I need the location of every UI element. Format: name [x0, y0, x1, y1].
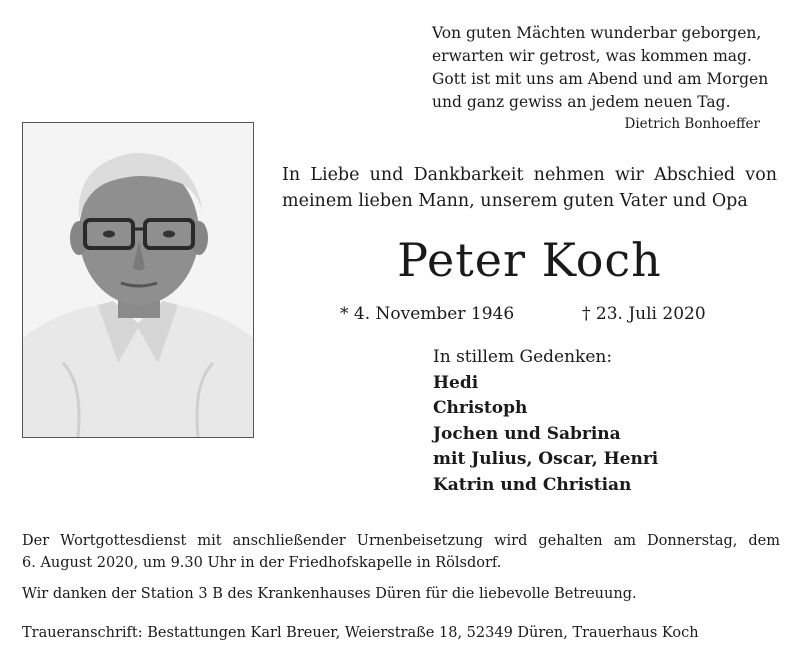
intro-line: In Liebe und Dankbarkeit nehmen wir Abschied von	[282, 165, 777, 185]
intro-text	[282, 162, 777, 214]
intro-line: meinem lieben Mann, unserem guten Vater und Opa	[282, 191, 748, 211]
mourner-name: mit Julius, Oscar, Henri	[433, 449, 659, 469]
mourner-name: Christoph	[433, 398, 528, 418]
mourners-list	[433, 345, 658, 498]
mourner-name: Katrin und Christian	[433, 474, 632, 495]
deceased-name: Peter Koch	[397, 233, 662, 287]
poem	[432, 22, 772, 114]
mourning-address: Traueranschrift: Bestattungen Karl Breuer, Weierstraße 18, 52349 Düren, Trauerhaus Koch	[22, 625, 699, 641]
portrait-illustration	[23, 123, 253, 437]
poem-line: Gott ist mit uns am Abend und am Morgen	[432, 70, 769, 88]
poem-line: Von guten Mächten wunderbar geborgen,	[432, 24, 762, 42]
poem-line: erwarten wir getrost, was kommen mag.	[432, 47, 752, 65]
service-info	[22, 530, 780, 574]
mourners-heading: In stillem Gedenken:	[433, 347, 613, 367]
death-date: † 23. Juli 2020	[582, 304, 706, 324]
mourner-name: Jochen und Sabrina	[433, 423, 621, 444]
poem-line: und ganz gewiss an jedem neuen Tag.	[432, 93, 731, 111]
service-line: 6. August 2020, um 9.30 Uhr in der Friedhofskapelle in Rölsdorf.	[22, 555, 502, 571]
service-line: Der Wortgottesdienst mit anschließender Urnenbeisetzung wird gehalten am Donnerstag, dem	[22, 533, 780, 549]
poem-author: Dietrich Bonhoeffer	[624, 116, 760, 132]
thanks-note: Wir danken der Station 3 B des Krankenhauses Düren für die liebevolle Betreuung.	[22, 586, 637, 602]
birth-date: * 4. November 1946	[340, 304, 515, 324]
mourner-name: Hedi	[433, 372, 479, 393]
portrait-photo	[22, 122, 254, 438]
